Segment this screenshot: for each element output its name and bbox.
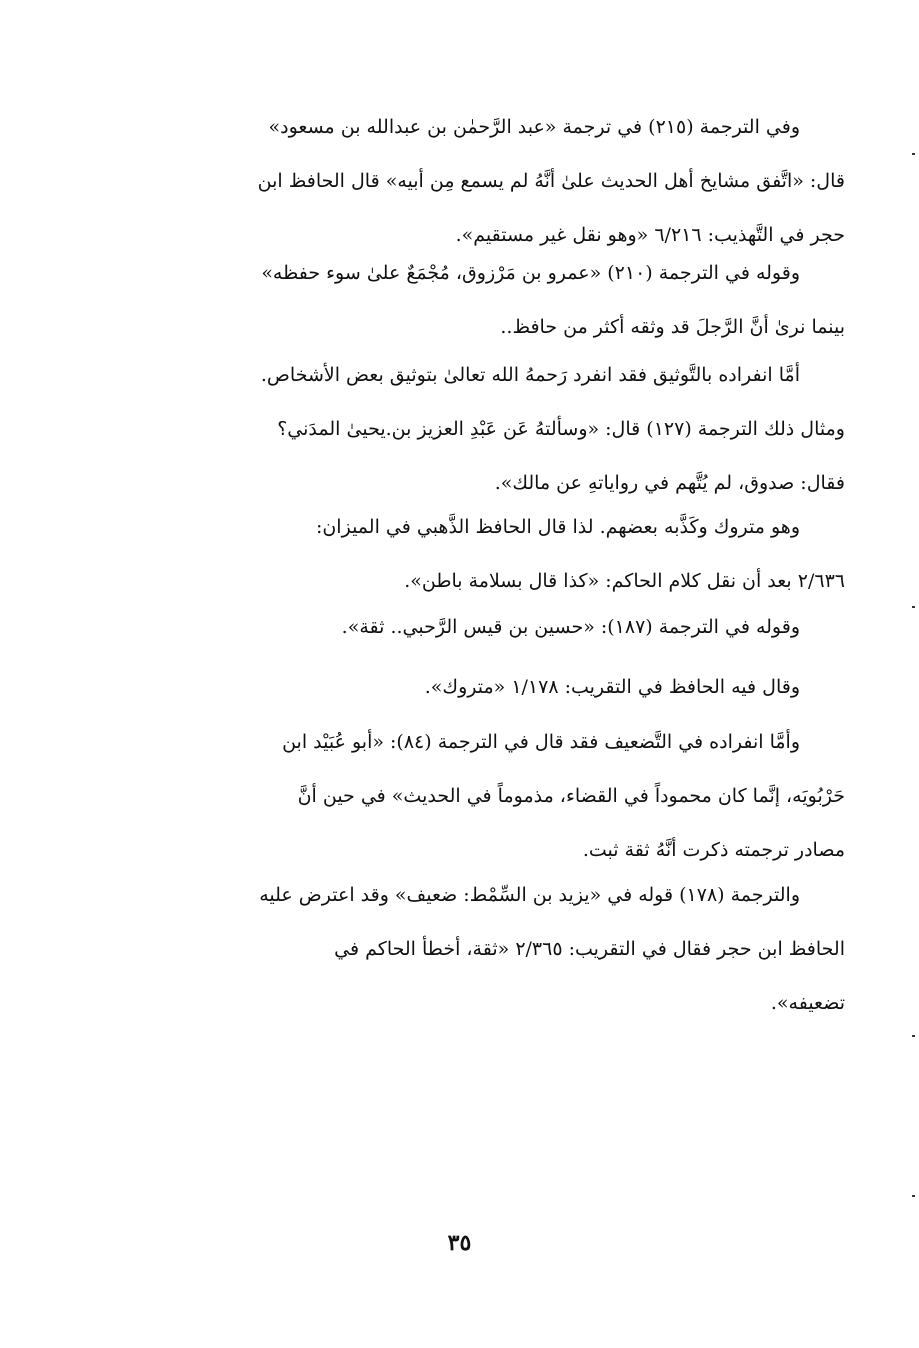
- paragraph-line: أمَّا انفراده بالتَّوثيق فقد انفرد رَحمهُ الله تعالىٰ بتوثيق بعض الأشخاص.: [260, 364, 800, 386]
- paragraph-7: [148, 715, 845, 877]
- paragraph-line: قال: «اتَّفق مشايخ أهل الحديث علىٰ أنَّهُ لم يسمع مِن أبيه» قال الحافظ ابن: [257, 170, 845, 192]
- paragraph-4: [148, 500, 845, 608]
- paragraph-line: مصادر ترجمته ذكرت أنَّهُ ثقة ثبت.: [582, 839, 845, 861]
- paragraph-line: فقال: صدوق، لم يُتَّهم في رواياتهِ عن مالك».: [494, 472, 845, 494]
- paragraph-6: [148, 660, 845, 714]
- scan-mark: [912, 606, 915, 608]
- paragraph-line: وفي الترجمة (٢١٥) في ترجمة «عبد الرَّحمٰن بن عبدالله بن مسعود»: [268, 116, 800, 138]
- paragraph-5: [148, 600, 845, 654]
- scan-mark: [912, 1195, 915, 1197]
- paragraph-line: وهو متروك وكَذَّبه بعضهم. لذا قال الحافظ الذَّهبي في الميزان:: [315, 516, 800, 538]
- paragraph-line: ٢/٦٣٦ بعد أن نقل كلام الحاكم: «كذا قال بسلامة باطن».: [404, 570, 845, 592]
- paragraph-3: [148, 348, 845, 510]
- scan-mark: [912, 153, 915, 155]
- paragraph-line: وقوله في الترجمة (٢١٠) «عمرو بن مَرْزوق، مُجْمَعٌ علىٰ سوء حفظه»: [261, 262, 800, 284]
- paragraph-line: والترجمة (١٧٨) قوله في «يزيد بن السِّمْط: ضعيف» وقد اعترض عليه: [259, 884, 800, 906]
- paragraph-line: الحافظ ابن حجر فقال في التقريب: ٢/٣٦٥ «ثقة، أخطأ الحاكم في: [334, 938, 845, 960]
- paragraph-line: تضعيفه».: [770, 992, 845, 1014]
- paragraph-2: [148, 246, 845, 354]
- paragraph-line: ومثال ذلك الترجمة (١٢٧) قال: «وسألتهُ عَن عَبْدِ العزيز بن.يحيىٰ المدَني؟: [277, 418, 845, 440]
- paragraph-8: [148, 868, 845, 1030]
- page-number: ٣٥: [447, 1230, 472, 1256]
- paragraph-line: وقوله في الترجمة (١٨٧): «حسين بن قيس الرَّحبي.. ثقة».: [341, 616, 800, 638]
- paragraph-line: وقال فيه الحافظ في التقريب: ١/١٧٨ «متروك».: [424, 676, 800, 698]
- paragraph-line: حجر في التَّهذيب: ٦/٢١٦ «وهو نقل غير مستقيم».: [455, 224, 845, 246]
- paragraph-line: حَرْبُويَه، إنَّما كان محموداً في القضاء، مذموماً في الحديث» في حين أنَّ: [297, 785, 845, 807]
- paragraph-line: بينما نرىٰ أنَّ الرَّجلَ قد وثقه أكثر من حافظ..: [500, 316, 845, 338]
- scan-mark: [912, 1035, 915, 1037]
- paragraph-line: وأمَّا انفراده في التَّضعيف فقد قال في الترجمة (٨٤): «أبو عُبَيْد ابن: [282, 731, 800, 753]
- paragraph-1: [148, 100, 845, 262]
